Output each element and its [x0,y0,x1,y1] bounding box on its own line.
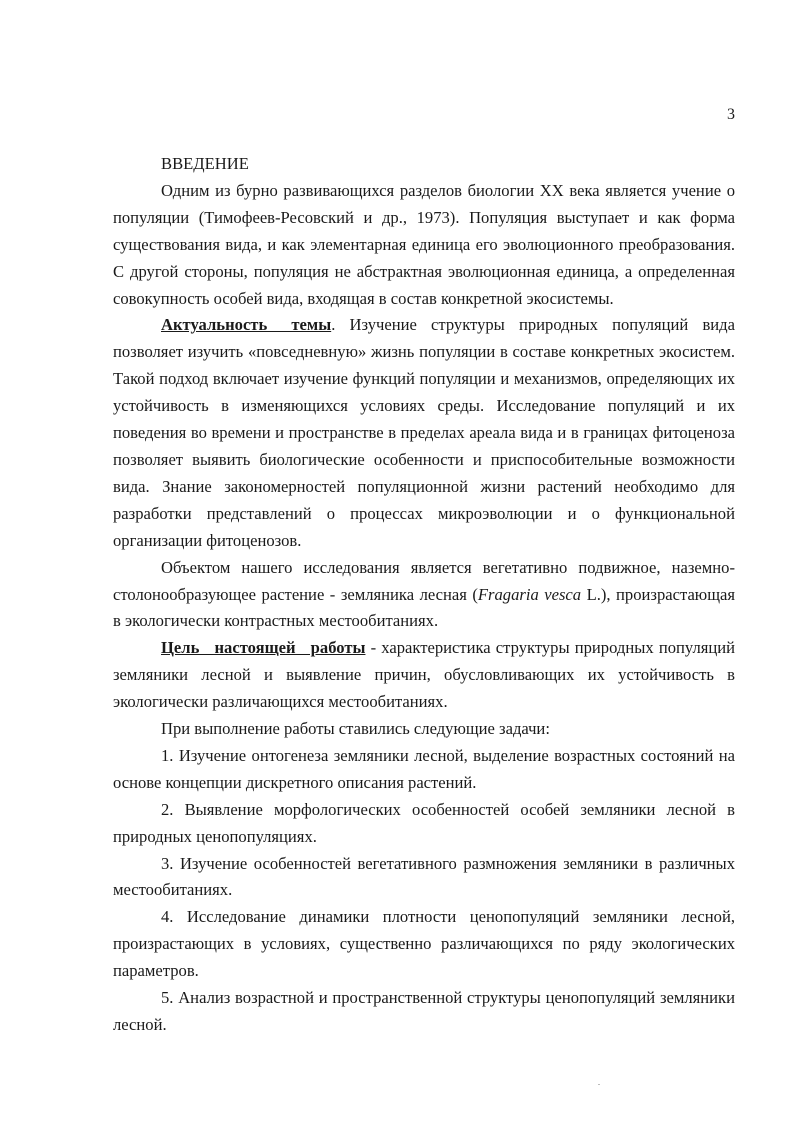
relevance-label: Актуальность темы [161,315,332,335]
scan-speck [598,1084,600,1085]
relevance-label-end: . [331,315,336,335]
relevance-paragraph [113,312,735,554]
page-body [113,151,735,1039]
task-item: 5. Анализ возрастной и пространственной структуры ценопопуляций земляники лесной. [113,988,735,1034]
species-name: Fragaria vesca [477,584,582,604]
goal-text: - характеристика структуры природных популяций земляники лесной и выявление причин, обусловливающих их устойчивость в экологически различающихся местообитаниях. [113,638,735,712]
goal-paragraph [113,635,735,716]
task-item: 4. Исследование динамики плотности ценопопуляций земляники лесной, произрастающих в условиях, существенно различающихся по ряду экологических параметров. [113,907,735,981]
task-item: 2. Выявление морфологических особенностей особей земляники лесной в природных ценопопуляциях. [113,799,735,846]
goal-label: Цель настоящей работы [161,638,366,658]
page-number: 3 [727,106,735,123]
intro-paragraph: Одним из бурно развивающихся разделов биологии XX века является учение о популяции (Тимофеев-Ресовский и др., 1973). Популяция выступает и как форма существования вида, и как элементарная единица его эволюционного преобразования. С другой стороны, популяция не абстрактная эволюционная единица, а определенная совокупность особей вида, входящая в состав конкретной экосистемы. [113,180,735,308]
task-item: 1. Изучение онтогенеза земляники лесной, выделение возрастных состояний на основе концепции дискретного описания растений. [113,745,735,792]
section-heading: ВВЕДЕНИЕ [161,154,249,173]
tasks-intro: При выполнение работы ставились следующие задачи: [161,719,550,739]
task-item: 3. Изучение особенностей вегетативного размножения земляники в различных местообитаниях. [113,853,735,900]
relevance-text: Изучение структуры природных популяций вида позволяет изучить «повседневную» жизнь популяции в составе конкретных экосистем. Такой подход включает изучение функций популяции и механизмов, определяющих их устойчивость в изменяющихся условиях среды. Исследование популяций и их поведения во времени и пространстве в пределах ареала вида и в границах фитоценоза позволяет выявить биологические особенности и приспособительные возможности вида. Знание закономерностей популяционной жизни растений необходимо для разработки представлений о процессах микроэволюции и о функциональной организации фитоценозов. [113,315,735,550]
object-text-before: Объектом нашего исследования является вегетативно подвижное, наземно-столонообразующее растение - земляника лесная ( [113,557,735,604]
object-paragraph [113,555,735,636]
object-text-after: L.), произрастающая в экологически контрастных местообитаниях. [113,584,735,631]
